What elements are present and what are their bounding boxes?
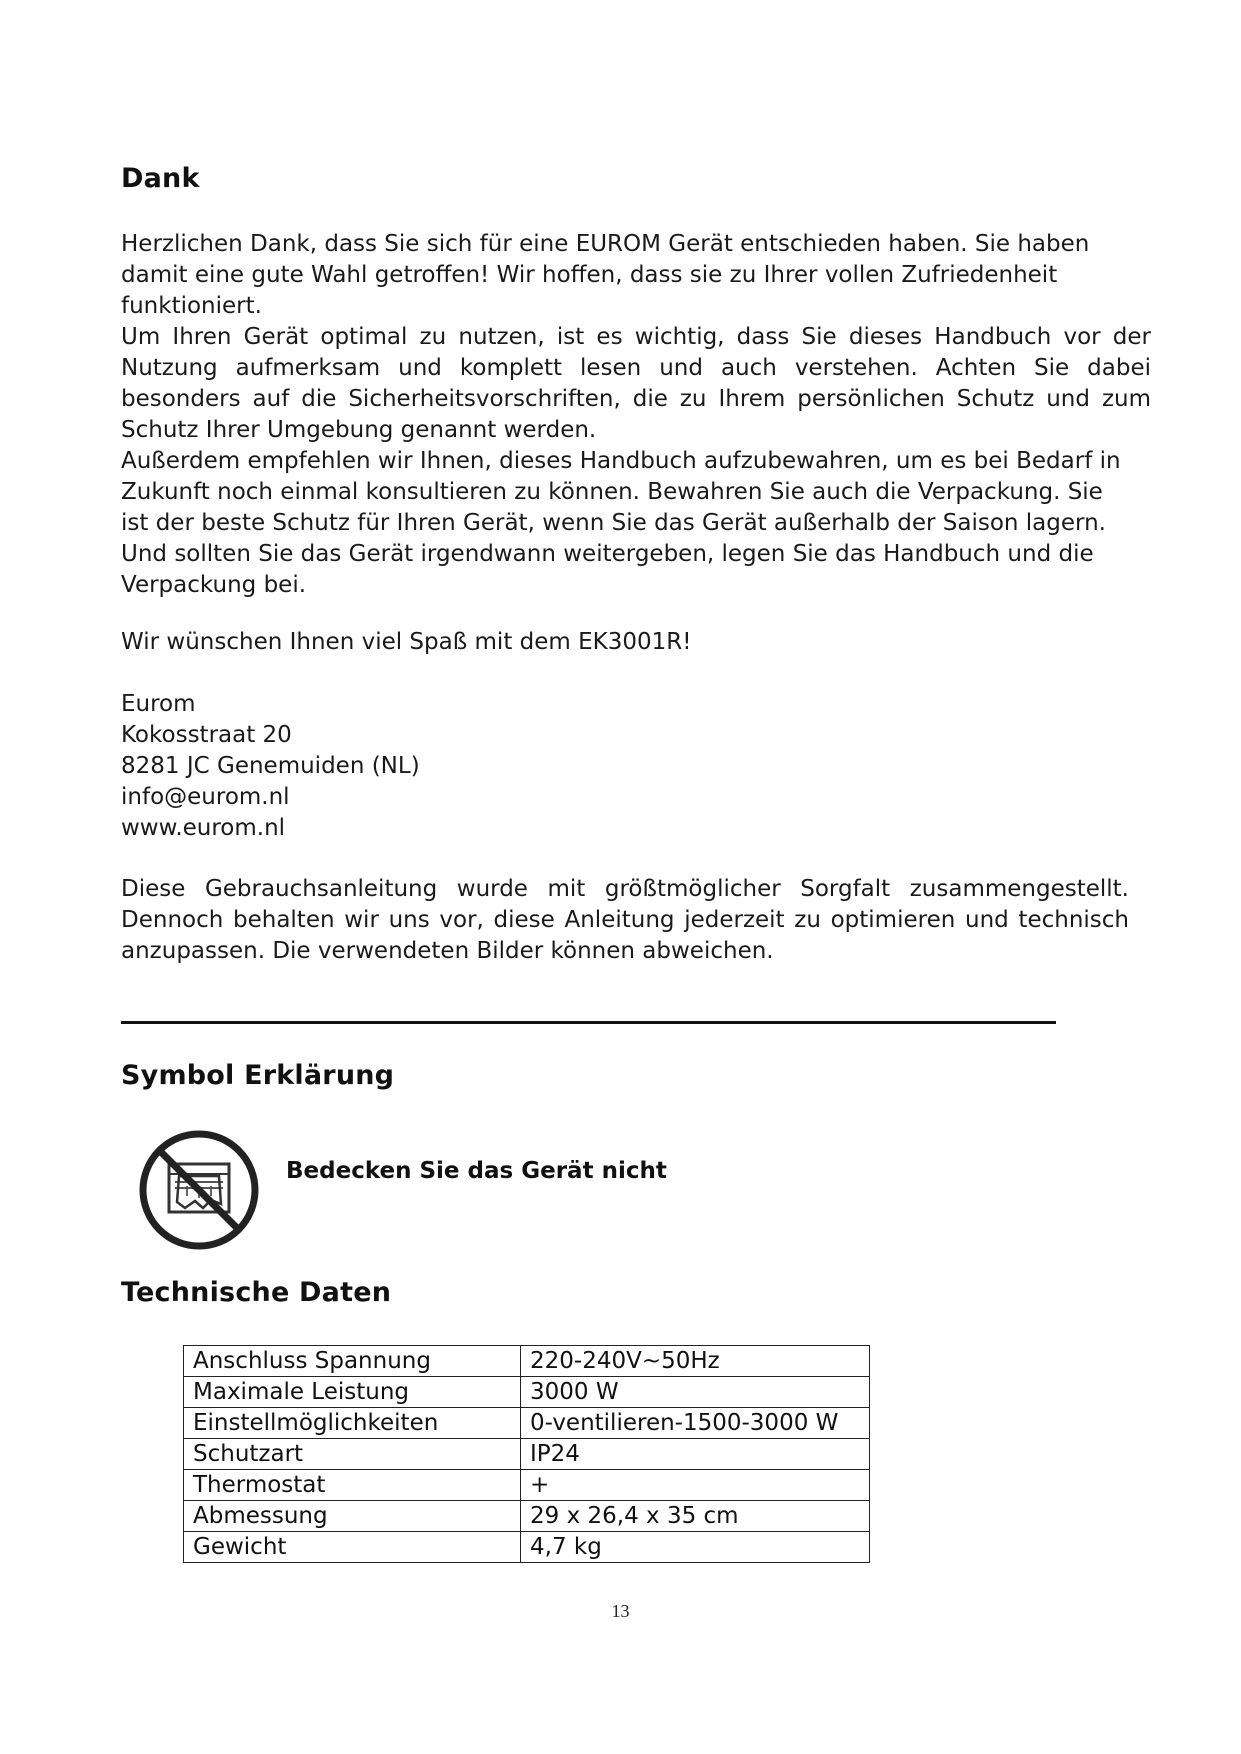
wish-text: Wir wünschen Ihnen viel Spaß mit dem EK3001R! [121,629,692,655]
section-divider [121,1021,1056,1024]
spec-key: Gewicht [184,1532,521,1563]
do-not-cover-label: Bedecken Sie das Gerät nicht [286,1158,667,1184]
table-row [184,1408,870,1439]
spec-key: Abmessung [184,1501,521,1532]
spec-value: 4,7 kg [521,1532,870,1563]
company-street: Kokosstraat 20 [121,722,292,748]
do-not-cover-icon [135,1126,263,1254]
company-address [121,689,420,844]
table-row [184,1470,870,1501]
disclaimer-text: Diese Gebrauchsanleitung wurde mit größtmöglicher Sorgfalt zusammengestellt. Dennoch behalten wir uns vor, diese Anleitung jederzeit zu optimieren und technisch anzupassen. Die verwendeten Bilder können abweichen. [121,876,1129,964]
table-row [184,1346,870,1377]
spec-key: Schutzart [184,1439,521,1470]
company-email: info@eurom.nl [121,784,290,810]
table-row [184,1532,870,1563]
technical-data-table [183,1345,870,1563]
section-title-dank: Dank [121,163,200,194]
thanks-paragraph-2: Um Ihren Gerät optimal zu nutzen, ist es wichtig, dass Sie dieses Handbuch vor der Nutzung aufmerksam und komplett lesen und auch verstehen. Achten Sie dabei besonders auf die Sicherheitsvorschriften, die zu Ihrem persönlichen Schutz und zum Schutz Ihrer Umgebung genannt werden. [121,324,1151,443]
section-title-specs: Technische Daten [121,1277,392,1308]
spec-value: 29 x 26,4 x 35 cm [521,1501,870,1532]
spec-value: 0-ventilieren-1500-3000 W [521,1408,870,1439]
company-city: 8281 JC Genemuiden (NL) [121,753,420,779]
spec-key: Einstellmöglichkeiten [184,1408,521,1439]
page-number: 13 [611,1601,630,1621]
company-name: Eurom [121,691,196,717]
spec-key: Thermostat [184,1470,521,1501]
thanks-paragraph-1: Herzlichen Dank, dass Sie sich für eine EUROM Gerät entschieden haben. Sie haben damit eine gute Wahl getroffen! Wir hoffen, dass sie zu Ihrer vollen Zufriedenheit funktioniert. [121,231,1090,319]
table-row [184,1439,870,1470]
spec-value: IP24 [521,1439,870,1470]
table-row [184,1501,870,1532]
spec-value: 220-240V~50Hz [521,1346,870,1377]
section-title-symbols: Symbol Erklärung [121,1060,395,1091]
thanks-text [121,229,1151,601]
thanks-paragraph-3: Außerdem empfehlen wir Ihnen, dieses Handbuch aufzubewahren, um es bei Bedarf in Zukunft noch einmal konsultieren zu können. Bewahren Sie auch die Verpackung. Sie ist der beste Schutz für Ihren Gerät, wenn Sie das Gerät außerhalb der Saison lagern. Und sollten Sie das Gerät irgendwann weitergeben, legen Sie das Handbuch und die Verpackung bei. [121,448,1121,598]
company-website: www.eurom.nl [121,815,286,841]
spec-key: Anschluss Spannung [184,1346,521,1377]
spec-key: Maximale Leistung [184,1377,521,1408]
spec-value: + [521,1470,870,1501]
spec-value: 3000 W [521,1377,870,1408]
table-row [184,1377,870,1408]
